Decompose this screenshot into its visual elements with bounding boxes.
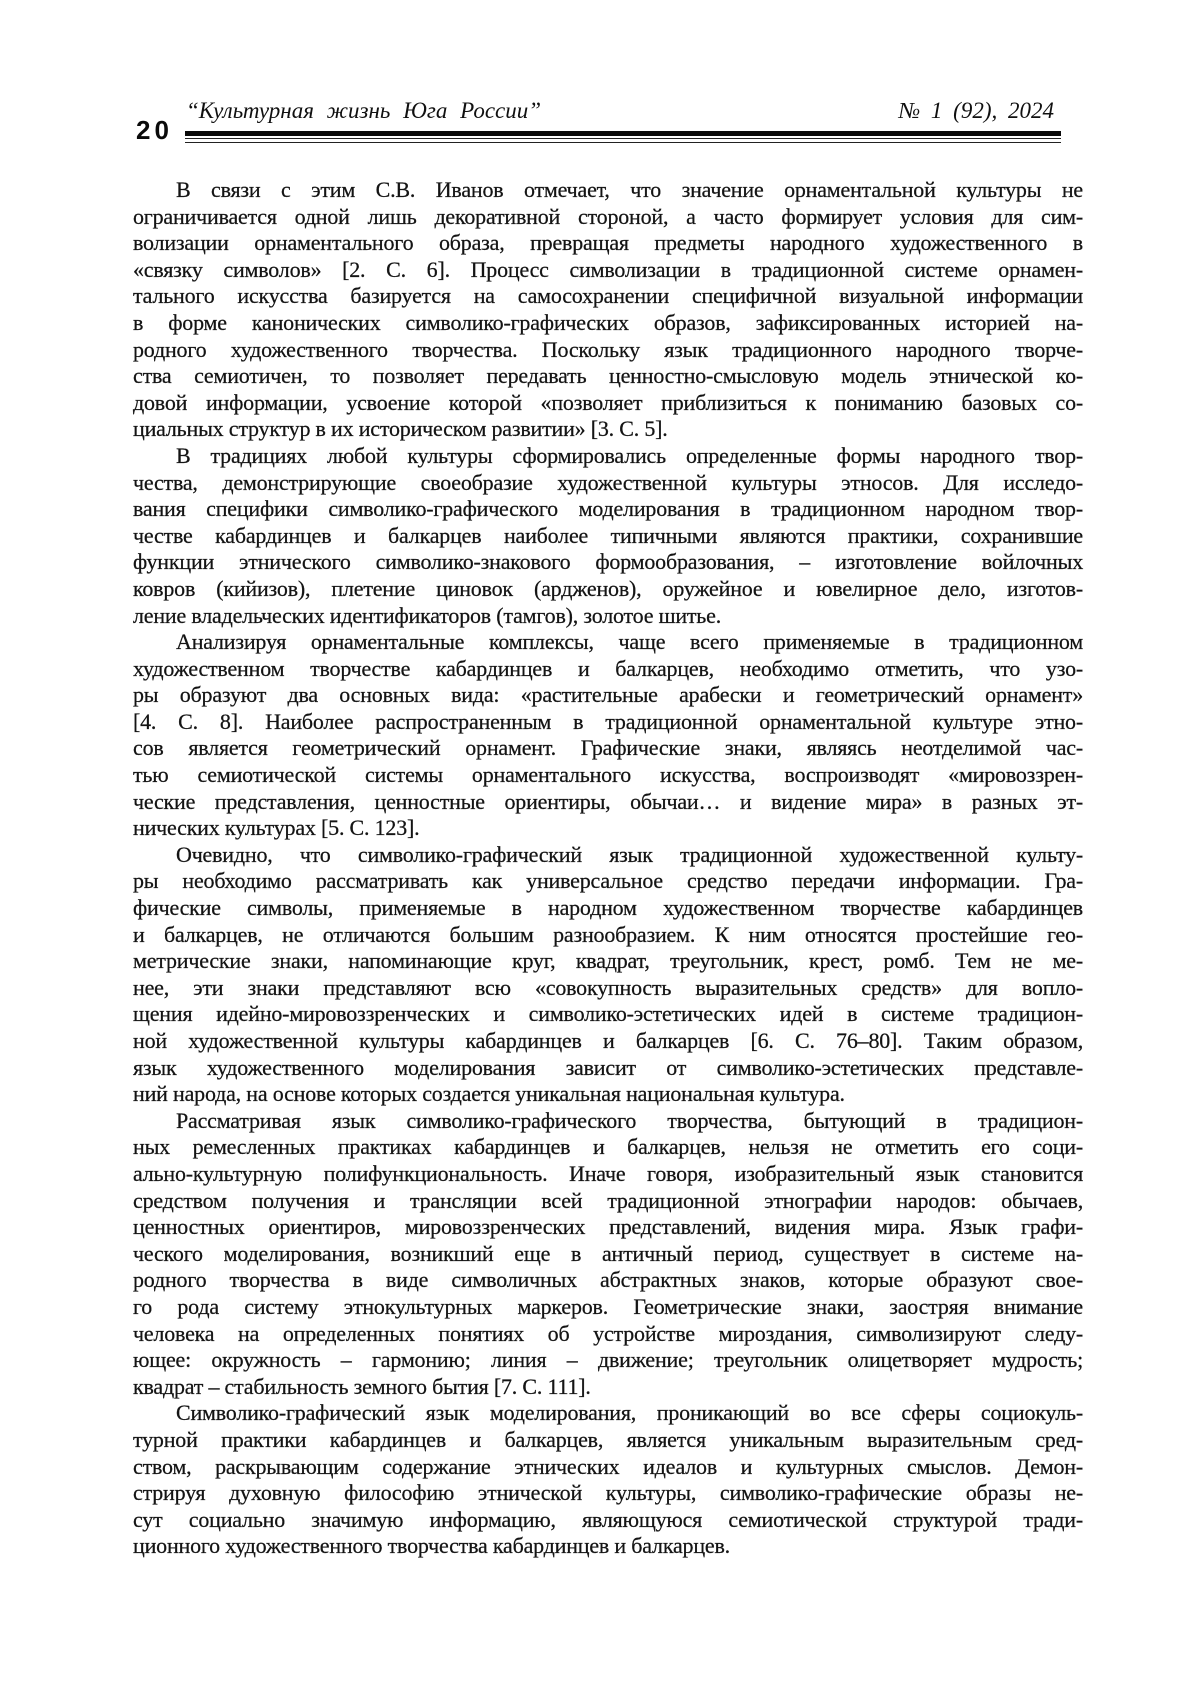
paragraph [133, 1400, 1083, 1560]
text-line: ценностных ориентиров, мировоззренческих представлений, видения мира. Язык графи- [133, 1214, 1083, 1240]
text-line: сут социально значимую информацию, являющуюся семиотической структурой тради- [133, 1506, 1083, 1532]
article-body [133, 177, 1083, 1560]
text-line: циальных структур в их историческом развитии» [3. С. 5]. [133, 416, 668, 442]
text-line: ных ремесленных практиках кабардинцев и балкарцев, нельзя не отметить его соци- [133, 1134, 1083, 1160]
text-line: ющее: окружность – гармонию; линия – движение; треугольник олицетворяет мудрость; [133, 1347, 1083, 1373]
text-line: ковров (кийизов), плетение циновок (ардженов), оружейное и ювелирное дело, изготов- [133, 575, 1083, 601]
text-line: средством получения и трансляции всей традиционной этнографии народов: обычаев, [133, 1187, 1083, 1213]
text-line: ционного художественного творчества кабардинцев и балкарцев. [133, 1533, 730, 1559]
text-line: [4. С. 8]. Наиболее распространенным в традиционной орнаментальной культуре этно- [133, 708, 1083, 734]
text-line: художественном творчестве кабардинцев и балкарцев, необходимо отметить, что узо- [133, 655, 1083, 681]
text-line: го рода систему этнокультурных маркеров. Геометрические знаки, заостряя внимание [133, 1293, 1083, 1319]
paragraph [133, 177, 1083, 443]
text-line: фические символы, применяемые в народном художественном творчестве кабардинцев [133, 895, 1083, 921]
text-line: ры образуют два основных вида: «растительные арабески и геометрический орнамент» [133, 682, 1083, 708]
paragraph [133, 842, 1083, 1108]
text-line: ры необходимо рассматривать как универсальное средство передачи информации. Гра- [133, 868, 1083, 894]
text-line: нее, эти знаки представляют всю «совокупность выразительных средств» для вопло- [133, 974, 1083, 1000]
text-line: «связку символов» [2. С. 6]. Процесс символизации в традиционной системе орнамен- [133, 256, 1083, 282]
paragraph [133, 1108, 1083, 1401]
text-line: ление владельческих идентификаторов (тамгов), золотое шитье. [133, 602, 722, 628]
text-line: ством, раскрывающим содержание этнических идеалов и культурных смыслов. Демон- [133, 1453, 1083, 1479]
text-line: В связи с этим С.В. Иванов отмечает, что значение орнаментальной культуры не [176, 177, 1083, 202]
text-line: ально-культурную полифункциональность. Иначе говоря, изобразительный язык становится [133, 1160, 1083, 1186]
text-line: Анализируя орнаментальные комплексы, чаще всего применяемые в традиционном [176, 629, 1083, 655]
text-line: функции этнического символико-знакового формообразования, – изготовление войлочных [133, 549, 1083, 575]
text-line: ческого моделирования, возникший еще в античный период, существует в системе на- [133, 1240, 1083, 1266]
text-line: ний народа, на основе которых создается уникальная национальная культура. [133, 1081, 845, 1107]
text-line: честве кабардинцев и балкарцев наиболее типичными являются практики, сохранившие [133, 522, 1083, 548]
text-line: родного художественного творчества. Поскольку язык традиционного народного творче- [133, 336, 1083, 362]
page-number: 20 [136, 115, 173, 145]
header-rule-thick [185, 131, 1061, 136]
text-line: ной художественной культуры кабардинцев и балкарцев [6. С. 76–80]. Таким образом, [133, 1028, 1083, 1053]
text-line: метрические знаки, напоминающие круг, квадрат, треугольник, крест, ромб. Тем не ме- [133, 948, 1083, 974]
text-line: вания специфики символико-графического моделирования в традиционном народном твор- [133, 496, 1083, 522]
text-line: квадрат – стабильность земного бытия [7. С. 111]. [133, 1373, 591, 1399]
text-line: В традициях любой культуры сформировались определенные формы народного твор- [176, 442, 1083, 468]
text-line: сов является геометрический орнамент. Графические знаки, являясь неотделимой час- [133, 735, 1083, 761]
text-line: ческие представления, ценностные ориентиры, обычаи… и видение мира» в разных эт- [133, 788, 1083, 814]
journal-title: “Культурная жизнь Юга России” [186, 98, 542, 123]
text-line: Символико-графический язык моделирования, проникающий во все сферы социокуль- [176, 1400, 1083, 1426]
text-line: человека на определенных понятиях об устройстве мироздания, символизируют следу- [133, 1320, 1083, 1346]
text-line: язык художественного моделирования зависит от символико-эстетических представле- [133, 1054, 1083, 1080]
text-line: Очевидно, что символико-графический язык традиционной художественной культу- [176, 841, 1083, 867]
text-line: ства семиотичен, то позволяет передавать ценностно-смысловую модель этнической ко- [133, 363, 1083, 389]
text-line: стрируя духовную философию этнической культуры, символико-графические образы не- [133, 1480, 1083, 1506]
text-line: волизации орнаментального образа, превращая предметы народного художественного в [133, 230, 1083, 256]
text-line: Рассматривая язык символико-графического творчества, бытующий в традицион- [176, 1107, 1083, 1133]
text-line: чества, демонстрирующие своеобразие художественной культуры этносов. Для исследо- [133, 469, 1083, 495]
text-line: и балкарцев, не отличаются большим разнообразием. К ним относятся простейшие гео- [133, 921, 1083, 947]
paragraph [133, 443, 1083, 629]
paragraph [133, 629, 1083, 842]
text-line: тального искусства базируется на самосохранении специфичной визуальной информации [133, 283, 1083, 309]
journal-issue: № 1 (92), 2024 [898, 98, 1054, 123]
text-line: тью семиотической системы орнаментального искусства, воспроизводят «мировоззрен- [133, 762, 1083, 788]
text-line: в форме канонических символико-графических образов, зафиксированных историей на- [133, 309, 1083, 335]
text-line: ограничивается одной лишь декоративной стороной, а часто формирует условия для сим- [133, 203, 1083, 229]
text-line: щения идейно-мировоззренческих и символико-эстетических идей в системе традицион- [133, 1001, 1083, 1027]
header-rule-thin-double [185, 138, 1061, 143]
text-line: нических культурах [5. С. 123]. [133, 815, 420, 841]
text-line: родного творчества в виде символичных абстрактных знаков, которые образуют свое- [133, 1267, 1083, 1293]
text-line: турной практики кабардинцев и балкарцев, является уникальным выразительным сред- [133, 1426, 1083, 1452]
text-line: довой информации, усвоение которой «позволяет приблизиться к пониманию базовых со- [133, 389, 1083, 415]
